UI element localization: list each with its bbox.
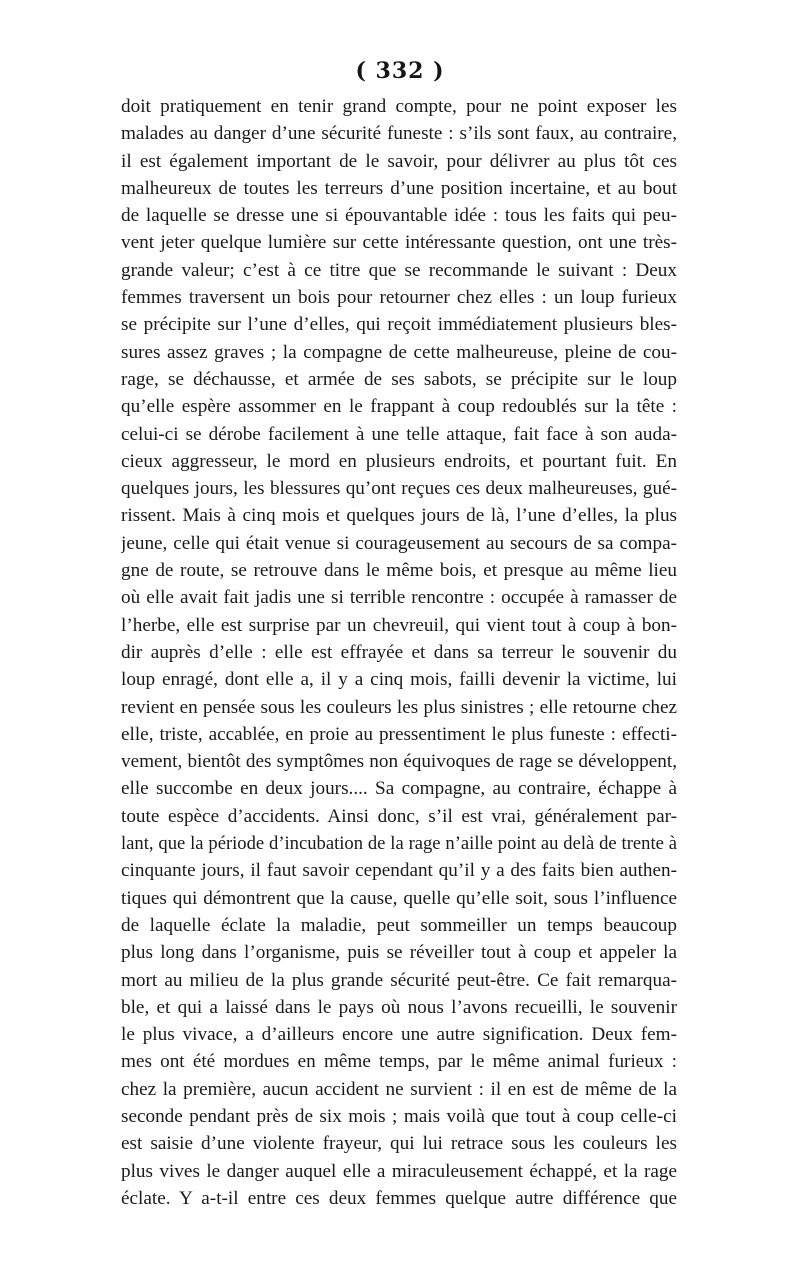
- text-line: éclate. Y a-t-il entre ces deux femmes quelque autre différence que: [121, 1187, 677, 1209]
- text-line: lant, que la période d’incubation de la rage n’aille point au delà de trente à: [121, 833, 677, 855]
- text-line: est saisie d’une violente frayeur, qui lui retrace sous les couleurs les: [121, 1133, 677, 1155]
- text-line: de laquelle éclate la maladie, peut sommeiller un temps beaucoup: [121, 914, 677, 936]
- text-line: seconde pendant près de six mois ; mais voilà que tout à coup celle-ci: [121, 1105, 677, 1127]
- text-line: l’herbe, elle est surprise par un chevreuil, qui vient tout à coup à bon-: [121, 614, 677, 636]
- text-line: plus vives le danger auquel elle a miraculeusement échappé, et la rage: [121, 1160, 677, 1182]
- text-line: chez la première, aucun accident ne survient : il en est de même de la: [121, 1078, 677, 1100]
- text-line: rissent. Mais à cinq mois et quelques jours de là, l’une d’elles, la plus: [121, 505, 677, 527]
- text-line: loup enragé, dont elle a, il y a cinq mois, failli devenir la victime, lui: [121, 669, 677, 691]
- text-line: doit pratiquement en tenir grand compte, pour ne point exposer les: [121, 96, 677, 117]
- text-line: de laquelle se dresse une si épouvantable idée : tous les faits qui peu-: [121, 205, 677, 227]
- text-line: plus long dans l’organisme, puis se réveiller tout à coup et appeler la: [121, 942, 677, 964]
- text-line: elle succombe en deux jours.... Sa compagne, au contraire, échappe à: [121, 778, 677, 800]
- text-line: femmes traversent un bois pour retourner chez elles : un loup furieux: [121, 287, 677, 309]
- text-line: jeune, celle qui était venue si courageusement au secours de sa compa-: [121, 532, 677, 554]
- text-line: quelques jours, les blessures qu’ont reçues ces deux malheureuses, gué-: [121, 478, 677, 500]
- text-line: cinquante jours, il faut savoir cependant qu’il y a des faits bien authen-: [121, 860, 677, 882]
- body-text: [121, 93, 677, 1212]
- text-line: malheureux de toutes les terreurs d’une position incertaine, et au bout: [121, 177, 677, 199]
- text-line: le plus vivace, a d’ailleurs encore une autre signification. Deux fem-: [121, 1024, 677, 1046]
- text-line: où elle avait fait jadis une si terrible rencontre : occupée à ramasser de: [121, 587, 677, 609]
- text-line: mort au milieu de la plus grande sécurité peut-être. Ce fait remarqua-: [121, 969, 677, 991]
- text-line: mes ont été mordues en même temps, par le même animal furieux :: [121, 1051, 677, 1073]
- text-line: vement, bientôt des symptômes non équivoques de rage se développent,: [121, 751, 677, 773]
- text-line: vent jeter quelque lumière sur cette intéressante question, ont une très-: [121, 232, 677, 254]
- text-line: revient en pensée sous les couleurs les plus sinistres ; elle retourne chez: [121, 696, 677, 718]
- text-line: rage, se déchausse, et armée de ses sabots, se précipite sur le loup: [121, 368, 677, 390]
- text-line: gne de route, se retrouve dans le même bois, et presque au même lieu: [121, 560, 677, 582]
- text-line: se précipite sur l’une d’elles, qui reçoit immédiatement plusieurs bles-: [121, 314, 677, 336]
- text-line: sures assez graves ; la compagne de cette malheureuse, pleine de cou-: [121, 341, 677, 363]
- page-number: ( 332 ): [355, 58, 445, 84]
- text-line: malades au danger d’une sécurité funeste : s’ils sont faux, au contraire,: [121, 123, 677, 145]
- text-line: elle, triste, accablée, en proie au pressentiment le plus funeste : effecti-: [121, 723, 677, 745]
- text-line: toute espèce d’accidents. Ainsi donc, s’il est vrai, généralement par-: [121, 805, 677, 827]
- text-line: ble, et qui a laissé dans le pays où nous l’avons recueilli, le souvenir: [121, 996, 677, 1018]
- text-line: dir auprès d’elle : elle est effrayée et dans sa terreur le souvenir du: [121, 641, 677, 663]
- text-line: tiques qui démontrent que la cause, quelle qu’elle soit, sous l’influence: [121, 887, 677, 909]
- text-line: qu’elle espère assommer en le frappant à coup redoublés sur la tête :: [121, 396, 677, 418]
- text-line: celui-ci se dérobe facilement à une telle attaque, fait face à son auda-: [121, 423, 677, 445]
- text-line: cieux aggresseur, le mord en plusieurs endroits, et pourtant fuit. En: [121, 450, 677, 472]
- text-line: grande valeur; c’est à ce titre que se recommande le suivant : Deux: [121, 259, 677, 281]
- text-line: il est également important de le savoir, pour délivrer au plus tôt ces: [121, 150, 677, 172]
